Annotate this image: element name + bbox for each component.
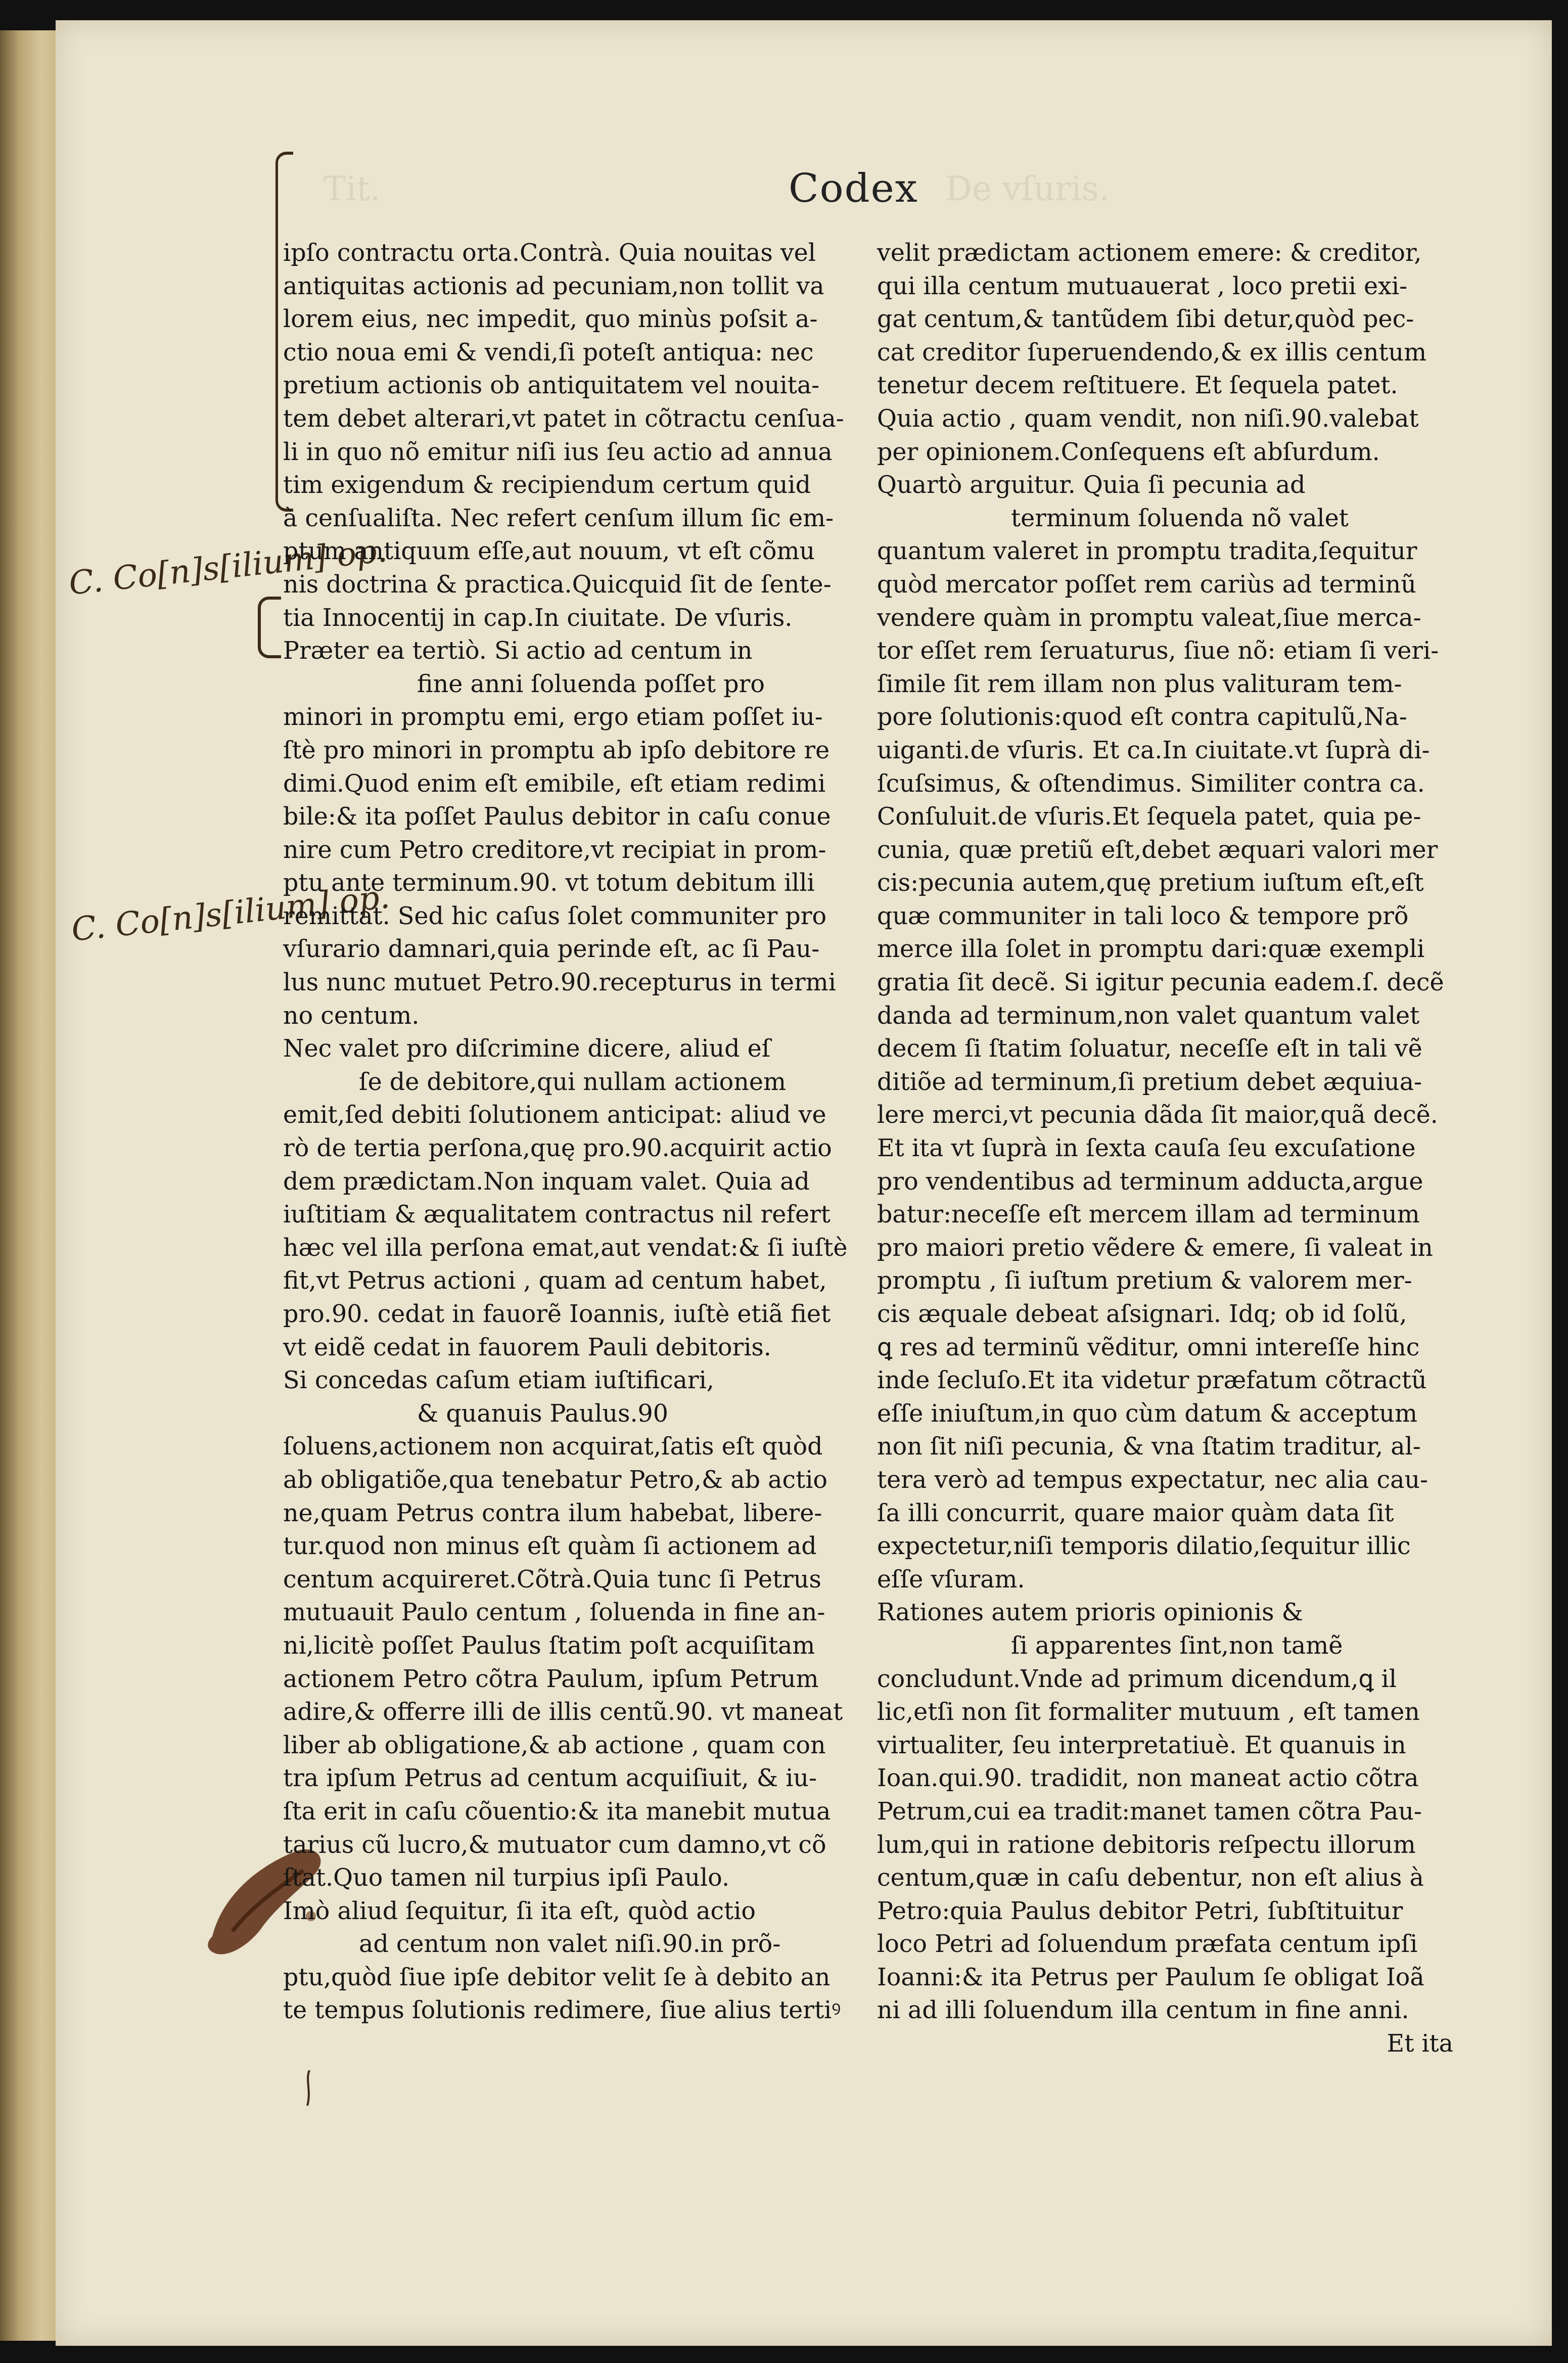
text-line: nire cum Petro creditore,vt recipiat in prom- <box>283 836 826 864</box>
text-line: Imò aliud ſequitur, ſi ita eſt, quòd actio <box>283 1897 756 1925</box>
text-line: virtualiter, ſeu interpretatiuè. Et quanuis in <box>877 1731 1406 1759</box>
text-line: ad centum non valet niſi.90.in prõ- <box>359 1930 781 1959</box>
text-line: tim exigendum & recipiendum certum quid <box>283 471 811 499</box>
text-line: li in quo nõ emitur niſi ius ſeu actio ad annua <box>283 438 833 466</box>
text-line: ne,quam Petrus contra ilum habebat, libere- <box>283 1499 822 1527</box>
text-line: gat centum,& tantũdem ſibi detur,quòd pec- <box>877 305 1414 334</box>
text-line: ꝗ res ad terminũ vẽditur, omni intereſſe hinc <box>877 1333 1420 1361</box>
text-line: adire,& offerre illi de illis centũ.90. vt maneat <box>283 1698 843 1726</box>
text-line: mutuauit Paulo centum , ſoluenda in fine an- <box>283 1599 825 1627</box>
handwritten-mark <box>303 2070 313 2111</box>
text-line: Nec valet pro diſcrimine dicere, aliud eſ <box>283 1035 771 1063</box>
text-line: danda ad terminum,non valet quantum valet <box>877 1002 1420 1030</box>
text-line: ptu,quòd ſiue ipſe debitor velit ſe à debito an <box>283 1963 831 1991</box>
text-line: ſcuſsimus, & oſtendimus. Similiter contra ca. <box>877 769 1425 798</box>
text-line: tor eſſet rem ſeruaturus, ſiue nõ: etiam ſi veri- <box>877 637 1439 665</box>
running-head: Codex <box>789 166 918 211</box>
text-line: dem prædictam.Non inquam valet. Quia ad <box>283 1167 810 1196</box>
text-line: cis:pecunia autem,quę pretium iuſtum eſt,eſt <box>877 869 1424 897</box>
text-line: lorem eius, nec impedit, quo minùs poſsit a- <box>283 305 818 334</box>
handwritten-bracket-mark <box>258 597 281 658</box>
text-line: qui illa centum mutuauerat , loco pretii exi- <box>877 272 1408 300</box>
text-line: ſa illi concurrit, quare maior quàm data ſit <box>877 1499 1394 1527</box>
text-line: pro.90. cedat in fauorẽ Ioannis, iuſtè etiã fiet <box>283 1300 831 1328</box>
text-line: Et ita <box>1387 2030 1453 2058</box>
text-line: cunia, quæ pretiũ eſt,debet æquari valori mer <box>877 836 1438 864</box>
text-line: merce illa ſolet in promptu dari:quæ exempli <box>877 935 1425 964</box>
text-line: cat creditor ſuperuendendo,& ex illis centum <box>877 338 1427 367</box>
text-line: pore ſolutionis:quod eſt contra capitulũ,Na- <box>877 703 1407 732</box>
text-line: pro vendentibus ad terminum adducta,argue <box>877 1167 1423 1196</box>
text-column-left <box>283 237 848 2027</box>
text-line: Conſuluit.de vſuris.Et ſequela patet, quia pe- <box>877 803 1421 831</box>
text-line: minori in promptu emi, ergo etiam poſſet iu- <box>283 703 823 732</box>
text-line: pro maiori pretio vẽdere & emere, ſi valeat in <box>877 1234 1433 1262</box>
text-line: vt eidẽ cedat in fauorem Pauli debitoris. <box>283 1333 771 1361</box>
text-line: cis æquale debeat aſsignari. Idq; ob id ſolũ, <box>877 1300 1407 1328</box>
text-line: tem debet alterari,vt patet in cõtractu cenſua- <box>283 404 844 433</box>
text-line: lere merci,vt pecunia dãda ſit maior,quã decẽ. <box>877 1101 1438 1129</box>
text-column-right <box>877 237 1453 2061</box>
text-line: à cenſualiſta. Nec refert cenſum illum ſic em- <box>283 504 834 532</box>
text-line: ab obligatiõe,qua tenebatur Petro,& ab actio <box>283 1466 827 1494</box>
text-line: fit,vt Petrus actioni , quam ad centum habet, <box>283 1267 827 1295</box>
text-line: tur.quod non minus eſt quàm ſi actionem ad <box>283 1532 817 1561</box>
text-line: tarius cũ lucro,& mutuator cum damno,vt cõ <box>283 1831 826 1859</box>
text-line: lus nunc mutuet Petro.90.recepturus in termi <box>283 969 836 997</box>
text-line: Ioanni:& ita Petrus per Paulum ſe obligat Ioã <box>877 1963 1424 1991</box>
text-line: tera verò ad tempus expectatur, nec alia cau- <box>877 1466 1428 1494</box>
text-line: expectetur,niſi temporis dilatio,ſequitur illic <box>877 1532 1411 1561</box>
text-line: Si concedas caſum etiam iuſtificari, <box>283 1367 714 1395</box>
text-line: hæc vel illa perſona emat,aut vendat:& ſi iuſtè <box>283 1234 848 1262</box>
text-line: ſoluens,actionem non acquirat,ſatis eſt quòd <box>283 1433 823 1461</box>
text-line: Præter ea tertiò. Si actio ad centum in <box>283 637 753 665</box>
text-line: eſſe iniuſtum,in quo cùm datum & acceptum <box>877 1399 1418 1428</box>
show-through-text: De vſuris. <box>945 169 1110 208</box>
text-line: ſtat.Quo tamen nil turpius ipſi Paulo. <box>283 1864 730 1892</box>
text-line: vſurario damnari,quia perinde eſt, ac ſi Pau- <box>283 935 820 964</box>
text-line: promptu , ſi iuſtum pretium & valorem mer- <box>877 1267 1412 1295</box>
text-line: Et ita vt ſuprà in ſexta cauſa ſeu excuſatione <box>877 1134 1416 1163</box>
text-line: te tempus ſolutionis redimere, ſiue alius tertiꝰ <box>283 1996 841 2025</box>
text-line: inde ſecluſo.Et ita videtur præfatum cõtractũ <box>877 1367 1427 1395</box>
text-line: ditiõe ad terminum,ſi pretium debet æquiua- <box>877 1068 1422 1096</box>
text-line: Quia actio , quam vendit, non niſi.90.valebat <box>877 404 1419 433</box>
text-line: pretium actionis ob antiquitatem vel nouita- <box>283 372 820 400</box>
text-line: velit prædictam actionem emere: & creditor, <box>877 239 1422 267</box>
text-line: eſſe vſuram. <box>877 1565 1025 1594</box>
text-line: antiquitas actionis ad pecuniam,non tollit va <box>283 272 824 300</box>
text-line: liber ab obligatione,& ab actione , quam con <box>283 1731 826 1759</box>
text-line: loco Petri ad ſoluendum præfata centum ipſi <box>877 1930 1418 1959</box>
text-line: ptu ante terminum.90. vt totum debitum illi <box>283 869 815 897</box>
text-line: nis doctrina & practica.Quicquid ſit de ſente- <box>283 570 832 599</box>
text-line: actionem Petro cõtra Paulum, ipſum Petrum <box>283 1665 819 1693</box>
text-line: ipſo contractu orta.Contrà. Quia nouitas vel <box>283 239 816 267</box>
text-line: dimi.Quod enim eſt emibile, eſt etiam redimi <box>283 769 826 798</box>
text-line: quantum valeret in promptu tradita,ſequitur <box>877 537 1417 566</box>
text-line: batur:neceſſe eſt mercem illam ad terminum <box>877 1201 1420 1229</box>
text-line: lum,qui in ratione debitoris reſpectu illorum <box>877 1831 1416 1859</box>
text-line: uiganti.de vſuris. Et ca.In ciuitate.vt ſuprà di- <box>877 736 1430 764</box>
text-line: ni ad illi ſoluendum illa centum in fine anni. <box>877 1996 1409 2025</box>
text-line: per opinionem.Conſequens eſt abſurdum. <box>877 438 1380 466</box>
text-line: & quanuis Paulus.90 <box>417 1399 668 1428</box>
text-line: terminum ſoluenda nõ valet <box>1011 504 1349 532</box>
text-line: Petro:quia Paulus debitor Petri, ſubſtituitur <box>877 1897 1403 1925</box>
margin-note-2: C. Co[n]s[ilium] op. <box>69 878 392 949</box>
text-line: iuſtitiam & æqualitatem contractus nil refert <box>283 1201 831 1229</box>
text-line: lic,etſi non ſit formaliter mutuum , eſt tamen <box>877 1698 1420 1726</box>
text-line: concludunt.Vnde ad primum dicendum,ꝗ il <box>877 1665 1397 1693</box>
text-line: ſta erit in caſu cõuentio:& ita manebit mutua <box>283 1797 831 1826</box>
text-line: no centum. <box>283 1002 420 1030</box>
text-line: ctio noua emi & vendi,ſi poteſt antiqua: nec <box>283 338 814 367</box>
text-line: Quartò arguitur. Quia ſi pecunia ad <box>877 471 1306 499</box>
text-line: tra ipſum Petrus ad centum acquiſiuit, & iu- <box>283 1764 817 1793</box>
text-line: ſe de debitore,qui nullam actionem <box>359 1068 786 1096</box>
text-line: quòd mercator poſſet rem cariùs ad terminũ <box>877 570 1416 599</box>
text-line: emit,ſed debiti ſolutionem anticipat: aliud ve <box>283 1101 826 1129</box>
text-line: ſtè pro minori in promptu ab ipſo debitore re <box>283 736 830 764</box>
text-line: tia Innocentij in cap.In ciuitate. De vſuris. <box>283 604 793 632</box>
text-line: rò de tertia perſona,quę pro.90.acquirit actio <box>283 1134 832 1163</box>
text-line: Rationes autem prioris opinionis & <box>877 1599 1303 1627</box>
text-line: tenetur decem reſtituere. Et ſequela patet. <box>877 372 1398 400</box>
text-line: gratia ſit decẽ. Si igitur pecunia eadem.ſ. decẽ <box>877 969 1444 997</box>
text-line: centum,quæ in caſu debentur, non eſt alius à <box>877 1864 1424 1892</box>
margin-note-1: C. Co[n]s[ilium] op. <box>67 532 389 603</box>
text-line: decem ſi ſtatim ſoluatur, neceſſe eſt in tali vẽ <box>877 1035 1422 1063</box>
text-line: Ioan.qui.90. tradidit, non maneat actio cõtra <box>877 1764 1419 1793</box>
text-line: bile:& ita poſſet Paulus debitor in caſu conue <box>283 803 831 831</box>
text-line: ſimile ſit rem illam non plus valituram tem- <box>877 670 1402 698</box>
text-line: fine anni ſoluenda poſſet pro <box>417 670 765 698</box>
text-line: ſi apparentes ſint,non tamẽ <box>1011 1631 1343 1660</box>
text-line: ptum antiquum eſſe,aut nouum, vt eſt cõmu <box>283 537 815 566</box>
show-through-text: Tit. <box>324 169 381 208</box>
text-line: remittat. Sed hic caſus ſolet communiter pro <box>283 902 827 930</box>
text-line: quæ communiter in tali loco & tempore prõ <box>877 902 1409 930</box>
text-line: centum acquireret.Cõtrà.Quia tunc ſi Petrus <box>283 1565 821 1594</box>
text-line: Petrum,cui ea tradit:manet tamen cõtra Pau- <box>877 1797 1422 1826</box>
text-line: ni,licitè poſſet Paulus ſtatim poſt acquiſitam <box>283 1631 815 1660</box>
text-line: non ſit niſi pecunia, & vna ſtatim traditur, al- <box>877 1433 1421 1461</box>
text-line: vendere quàm in promptu valeat,ſiue merca- <box>877 604 1421 632</box>
